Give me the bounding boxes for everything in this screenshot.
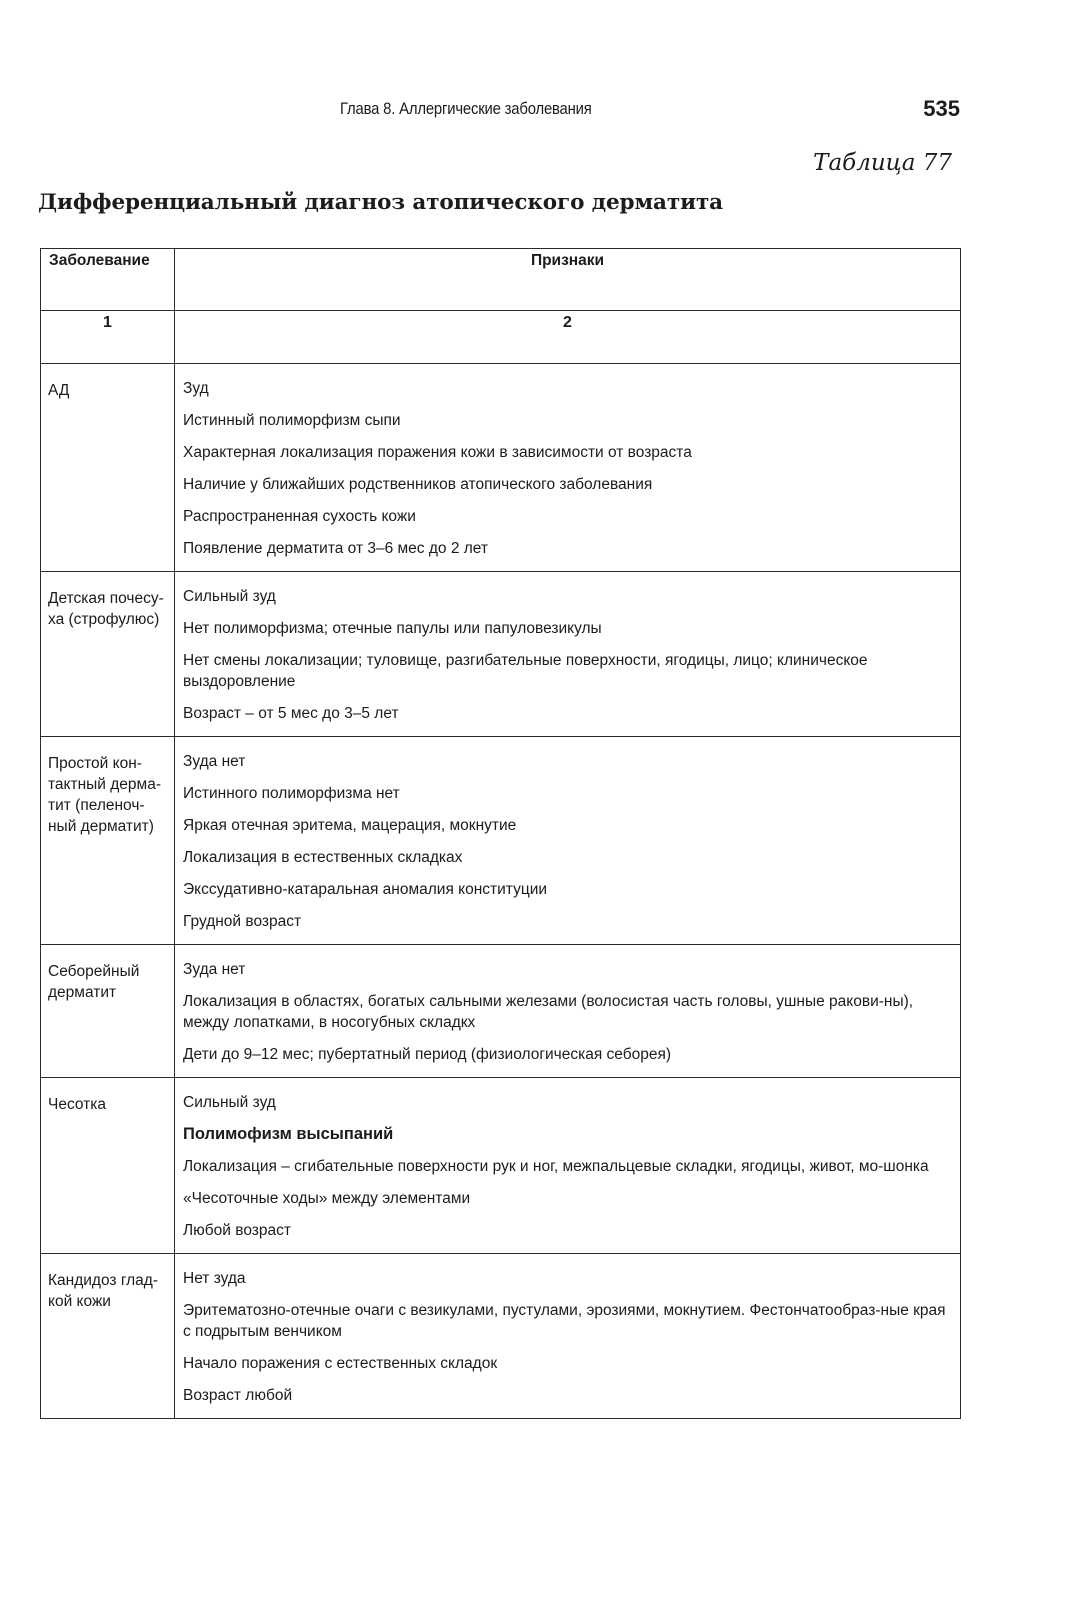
disease-cell: АД xyxy=(41,364,175,572)
sign-item-emphasized: Полимофизм высыпаний xyxy=(183,1125,394,1143)
sign-item: Начало поражения с естественных складок xyxy=(183,1355,498,1372)
disease-cell: Себорейный дерматит xyxy=(41,945,175,1078)
sign-item: Возраст – от 5 мес до 3–5 лет xyxy=(183,705,399,722)
signs-cell xyxy=(175,945,961,1078)
chapter-title: Глава 8. Аллергические заболевания xyxy=(340,100,592,118)
table-title: Дифференциальный диагноз атопического дерматита xyxy=(38,190,723,215)
sign-item: Истинного полиморфизма нет xyxy=(183,785,400,802)
signs-cell xyxy=(175,572,961,737)
signs-cell xyxy=(175,1254,961,1419)
sign-item: Локализация – сгибательные поверхности рук и ног, межпальцевые складки, ягодицы, живот, мо-шонка xyxy=(183,1158,929,1175)
disease-cell: Кандидоз глад-кой кожи xyxy=(41,1254,175,1419)
running-header xyxy=(0,96,960,124)
sign-item: Зуд xyxy=(183,380,209,397)
sign-item: Распространенная сухость кожи xyxy=(183,508,416,525)
sign-item: «Чесоточные ходы» между элементами xyxy=(183,1190,471,1207)
column-header-disease: Заболевание xyxy=(41,249,175,311)
sign-item: Появление дерматита от 3–6 мес до 2 лет xyxy=(183,540,489,557)
sign-item: Зуда нет xyxy=(183,961,246,978)
table-header-row xyxy=(41,249,961,311)
table-row xyxy=(41,737,961,945)
differential-diagnosis-table xyxy=(40,248,960,1419)
column-number-1: 1 xyxy=(41,311,175,364)
table-row xyxy=(41,364,961,572)
signs-cell xyxy=(175,737,961,945)
signs-cell xyxy=(175,364,961,572)
sign-item: Наличие у ближайших родственников атопического заболевания xyxy=(183,476,653,493)
sign-item: Истинный полиморфизм сыпи xyxy=(183,412,401,429)
sign-item: Экссудативно-катаральная аномалия конституции xyxy=(183,881,548,898)
sign-item: Любой возраст xyxy=(183,1222,291,1239)
sign-item: Нет полиморфизма; отечные папулы или папуловезикулы xyxy=(183,620,602,637)
sign-item: Сильный зуд xyxy=(183,588,276,605)
column-number-row xyxy=(41,311,961,364)
page-number: 535 xyxy=(923,96,960,121)
sign-item: Эритематозно-отечные очаги с везикулами, пустулами, эрозиями, мокнутием. Фестончатообраз-ные края с подрытым венчиком xyxy=(183,1302,946,1340)
sign-item: Яркая отечная эритема, мацерация, мокнутие xyxy=(183,817,517,834)
sign-item: Нет зуда xyxy=(183,1270,246,1287)
table-row xyxy=(41,1254,961,1419)
disease-cell: Детская почесу-ха (строфулюс) xyxy=(41,572,175,737)
sign-item: Зуда нет xyxy=(183,753,246,770)
sign-item: Характерная локализация поражения кожи в зависимости от возраста xyxy=(183,444,692,461)
sign-item: Нет смены локализации; туловище, разгибательные поверхности, ягодицы, лицо; клиническое выздоровление xyxy=(183,652,868,690)
sign-item: Возраст любой xyxy=(183,1387,293,1404)
sign-item: Локализация в естественных складках xyxy=(183,849,463,866)
column-header-signs: Признаки xyxy=(175,249,961,311)
sign-item: Локализация в областях, богатых сальными железами (волосистая часть головы, ушные ракови-ны), между лопатками, в носогубных складкх xyxy=(183,993,914,1031)
sign-item: Сильный зуд xyxy=(183,1094,276,1111)
signs-cell xyxy=(175,1078,961,1254)
table-label: Таблица 77 xyxy=(813,150,952,176)
table xyxy=(40,248,961,1419)
column-number-2: 2 xyxy=(175,311,961,364)
sign-item: Дети до 9–12 мес; пубертатный период (физиологическая себорея) xyxy=(183,1046,672,1063)
disease-cell: Чесотка xyxy=(41,1078,175,1254)
disease-cell: Простой кон-тактный дерма-тит (пеленоч-ный дерматит) xyxy=(41,737,175,945)
table-row xyxy=(41,945,961,1078)
table-row xyxy=(41,572,961,737)
table-row xyxy=(41,1078,961,1254)
sign-item: Грудной возраст xyxy=(183,913,302,930)
